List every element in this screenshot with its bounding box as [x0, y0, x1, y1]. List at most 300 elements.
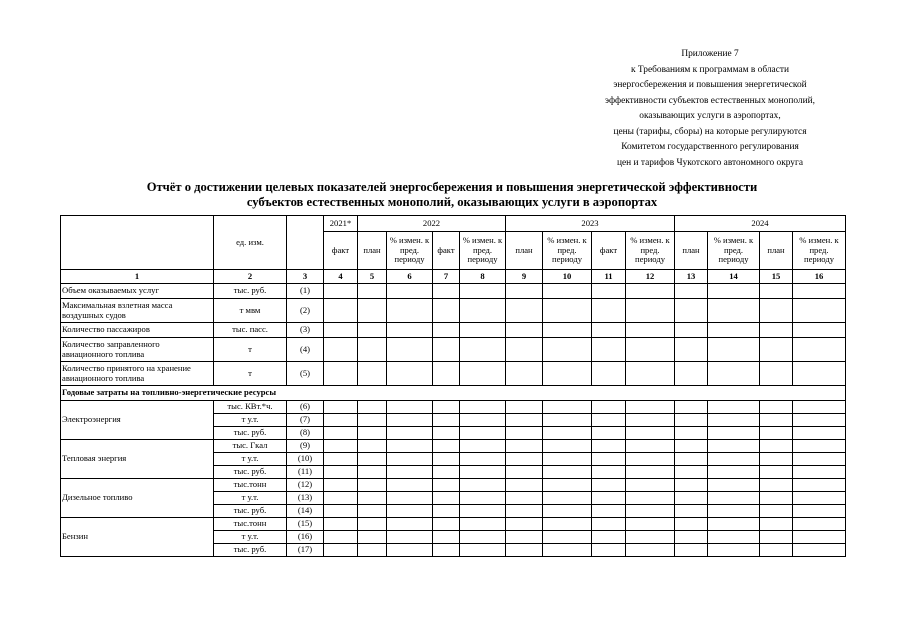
value-cell	[324, 453, 358, 466]
table-row	[61, 518, 846, 531]
value-cell	[324, 284, 358, 299]
value-cell	[760, 518, 793, 531]
value-cell	[543, 518, 592, 531]
sub-header-pct: % измен. к пред. периоду	[543, 232, 592, 270]
value-cell	[358, 466, 387, 479]
year-header-2021: 2021*	[324, 216, 358, 232]
value-cell	[506, 479, 543, 492]
value-cell	[626, 440, 675, 453]
indicator-name: Количество пассажиров	[61, 323, 214, 338]
value-cell	[506, 492, 543, 505]
value-cell	[460, 440, 506, 453]
value-cell	[387, 466, 433, 479]
indicator-code: (16)	[287, 531, 324, 544]
value-cell	[626, 299, 675, 323]
column-number-row	[61, 270, 846, 284]
value-cell	[592, 414, 626, 427]
sub-header-pct: % измен. к пред. периоду	[708, 232, 760, 270]
value-cell	[708, 427, 760, 440]
column-number: 1	[61, 270, 214, 284]
indicator-code: (10)	[287, 453, 324, 466]
report-table	[60, 215, 846, 557]
column-number: 2	[214, 270, 287, 284]
table-row	[61, 401, 846, 414]
value-cell	[626, 505, 675, 518]
value-cell	[543, 505, 592, 518]
column-number: 13	[675, 270, 708, 284]
value-cell	[675, 505, 708, 518]
value-cell	[358, 479, 387, 492]
value-cell	[506, 284, 543, 299]
value-cell	[433, 492, 460, 505]
value-cell	[760, 466, 793, 479]
indicator-name: Количество заправленного авиационного топлива	[61, 338, 214, 362]
value-cell	[460, 362, 506, 386]
value-cell	[793, 323, 846, 338]
value-cell	[358, 401, 387, 414]
column-number: 10	[543, 270, 592, 284]
resource-name: Электроэнергия	[61, 401, 214, 440]
indicator-unit: т мвм	[214, 299, 287, 323]
value-cell	[324, 531, 358, 544]
value-cell	[433, 518, 460, 531]
value-cell	[506, 414, 543, 427]
value-cell	[358, 362, 387, 386]
value-cell	[358, 492, 387, 505]
value-cell	[358, 414, 387, 427]
value-cell	[626, 479, 675, 492]
value-cell	[433, 440, 460, 453]
sub-header-pct: % измен. к пред. периоду	[626, 232, 675, 270]
sub-header-plan: план	[506, 232, 543, 270]
value-cell	[433, 427, 460, 440]
indicator-unit: тыс. руб.	[214, 505, 287, 518]
value-cell	[324, 323, 358, 338]
indicator-code: (8)	[287, 427, 324, 440]
value-cell	[460, 338, 506, 362]
value-cell	[324, 518, 358, 531]
column-number: 11	[592, 270, 626, 284]
indicator-unit: тыс. руб.	[214, 284, 287, 299]
value-cell	[324, 440, 358, 453]
value-cell	[592, 362, 626, 386]
value-cell	[626, 323, 675, 338]
column-number: 8	[460, 270, 506, 284]
value-cell	[506, 440, 543, 453]
value-cell	[592, 427, 626, 440]
appendix-block	[560, 47, 860, 171]
appendix-line: к Требованиям к программам в области	[631, 64, 789, 75]
value-cell	[793, 518, 846, 531]
value-cell	[675, 284, 708, 299]
header-name-cell	[61, 216, 214, 270]
value-cell	[460, 479, 506, 492]
value-cell	[433, 362, 460, 386]
value-cell	[387, 323, 433, 338]
value-cell	[324, 427, 358, 440]
sub-header-plan: план	[760, 232, 793, 270]
value-cell	[675, 466, 708, 479]
value-cell	[543, 338, 592, 362]
header-unit-cell: ед. изм.	[214, 216, 287, 270]
column-number: 6	[387, 270, 433, 284]
value-cell	[387, 531, 433, 544]
value-cell	[543, 440, 592, 453]
value-cell	[358, 453, 387, 466]
appendix-line: цен и тарифов Чукотского автономного округа	[616, 157, 804, 168]
value-cell	[460, 299, 506, 323]
value-cell	[543, 492, 592, 505]
column-number: 9	[506, 270, 543, 284]
sub-header-plan: план	[675, 232, 708, 270]
sub-header-pct: % измен. к пред. периоду	[460, 232, 506, 270]
value-cell	[543, 453, 592, 466]
indicator-unit: тыс. руб.	[214, 544, 287, 557]
value-cell	[626, 414, 675, 427]
value-cell	[626, 338, 675, 362]
indicator-unit: тыс.тонн	[214, 479, 287, 492]
value-cell	[324, 479, 358, 492]
value-cell	[506, 427, 543, 440]
value-cell	[433, 401, 460, 414]
value-cell	[433, 453, 460, 466]
value-cell	[506, 531, 543, 544]
indicator-code: (14)	[287, 505, 324, 518]
value-cell	[506, 362, 543, 386]
appendix-line: эффективности субъектов естественных монополий,	[605, 95, 815, 106]
value-cell	[387, 492, 433, 505]
indicator-unit: т	[214, 362, 287, 386]
table-row	[61, 323, 846, 338]
column-number: 7	[433, 270, 460, 284]
value-cell	[675, 440, 708, 453]
value-cell	[592, 299, 626, 323]
year-header-2024: 2024	[675, 216, 846, 232]
value-cell	[543, 284, 592, 299]
column-number: 14	[708, 270, 760, 284]
value-cell	[387, 414, 433, 427]
indicator-unit: т у.т.	[214, 453, 287, 466]
indicator-code: (6)	[287, 401, 324, 414]
value-cell	[793, 531, 846, 544]
value-cell	[506, 338, 543, 362]
appendix-line: оказывающих услуги в аэропортах,	[639, 111, 781, 121]
value-cell	[708, 479, 760, 492]
value-cell	[592, 492, 626, 505]
value-cell	[760, 453, 793, 466]
value-cell	[675, 323, 708, 338]
value-cell	[708, 453, 760, 466]
value-cell	[793, 453, 846, 466]
value-cell	[460, 505, 506, 518]
sub-header-plan: план	[358, 232, 387, 270]
value-cell	[324, 466, 358, 479]
indicator-code: (9)	[287, 440, 324, 453]
indicator-code: (17)	[287, 544, 324, 557]
resource-name: Тепловая энергия	[61, 440, 214, 479]
value-cell	[675, 338, 708, 362]
value-cell	[626, 518, 675, 531]
value-cell	[433, 505, 460, 518]
indicator-code: (15)	[287, 518, 324, 531]
value-cell	[506, 505, 543, 518]
indicator-unit: тыс. руб.	[214, 466, 287, 479]
value-cell	[433, 544, 460, 557]
indicator-unit: т у.т.	[214, 531, 287, 544]
indicator-unit: тыс. пасс.	[214, 323, 287, 338]
value-cell	[760, 414, 793, 427]
value-cell	[433, 466, 460, 479]
value-cell	[760, 505, 793, 518]
value-cell	[675, 414, 708, 427]
sub-header-pct: % измен. к пред. периоду	[387, 232, 433, 270]
indicator-unit: т у.т.	[214, 492, 287, 505]
indicator-code: (1)	[287, 284, 324, 299]
value-cell	[793, 440, 846, 453]
value-cell	[675, 362, 708, 386]
value-cell	[793, 466, 846, 479]
indicator-unit: т	[214, 338, 287, 362]
value-cell	[433, 414, 460, 427]
indicator-code: (5)	[287, 362, 324, 386]
value-cell	[675, 479, 708, 492]
value-cell	[433, 299, 460, 323]
value-cell	[324, 544, 358, 557]
sub-header-fact: факт	[592, 232, 626, 270]
value-cell	[358, 284, 387, 299]
value-cell	[387, 299, 433, 323]
value-cell	[760, 440, 793, 453]
value-cell	[708, 466, 760, 479]
value-cell	[387, 362, 433, 386]
value-cell	[675, 518, 708, 531]
report-title	[60, 180, 844, 210]
value-cell	[592, 544, 626, 557]
value-cell	[506, 401, 543, 414]
section-title: Годовые затраты на топливно-энергетические ресурсы	[61, 386, 846, 401]
value-cell	[760, 479, 793, 492]
value-cell	[506, 518, 543, 531]
value-cell	[592, 440, 626, 453]
value-cell	[460, 284, 506, 299]
value-cell	[460, 453, 506, 466]
value-cell	[760, 492, 793, 505]
value-cell	[708, 544, 760, 557]
value-cell	[708, 299, 760, 323]
indicator-code: (3)	[287, 323, 324, 338]
value-cell	[793, 492, 846, 505]
value-cell	[793, 505, 846, 518]
indicator-code: (7)	[287, 414, 324, 427]
value-cell	[626, 284, 675, 299]
value-cell	[543, 427, 592, 440]
sub-header-fact: факт	[324, 232, 358, 270]
value-cell	[592, 453, 626, 466]
value-cell	[543, 323, 592, 338]
value-cell	[543, 531, 592, 544]
value-cell	[358, 427, 387, 440]
value-cell	[675, 544, 708, 557]
table-row	[61, 338, 846, 362]
indicator-unit: тыс.тонн	[214, 518, 287, 531]
value-cell	[708, 505, 760, 518]
value-cell	[708, 401, 760, 414]
column-number: 16	[793, 270, 846, 284]
value-cell	[460, 544, 506, 557]
value-cell	[358, 505, 387, 518]
value-cell	[626, 466, 675, 479]
value-cell	[543, 466, 592, 479]
value-cell	[387, 401, 433, 414]
value-cell	[626, 544, 675, 557]
value-cell	[433, 479, 460, 492]
value-cell	[626, 492, 675, 505]
value-cell	[387, 440, 433, 453]
value-cell	[592, 338, 626, 362]
value-cell	[324, 338, 358, 362]
value-cell	[760, 338, 793, 362]
section-row	[61, 386, 846, 401]
report-title-line: Отчёт о достижении целевых показателей энергосбережения и повышения энергетической эффективности	[146, 180, 758, 194]
value-cell	[460, 492, 506, 505]
indicator-unit: т у.т.	[214, 414, 287, 427]
value-cell	[675, 299, 708, 323]
value-cell	[760, 299, 793, 323]
value-cell	[543, 299, 592, 323]
value-cell	[324, 362, 358, 386]
resource-name: Бензин	[61, 518, 214, 557]
value-cell	[506, 466, 543, 479]
value-cell	[760, 544, 793, 557]
sub-header-fact: факт	[433, 232, 460, 270]
value-cell	[387, 518, 433, 531]
sub-header-pct: % измен. к пред. периоду	[793, 232, 846, 270]
value-cell	[358, 544, 387, 557]
value-cell	[793, 479, 846, 492]
value-cell	[675, 427, 708, 440]
value-cell	[387, 505, 433, 518]
value-cell	[592, 401, 626, 414]
value-cell	[626, 531, 675, 544]
value-cell	[793, 544, 846, 557]
value-cell	[626, 362, 675, 386]
value-cell	[675, 492, 708, 505]
value-cell	[626, 401, 675, 414]
value-cell	[760, 401, 793, 414]
value-cell	[793, 284, 846, 299]
value-cell	[675, 453, 708, 466]
indicator-unit: тыс. КВт.*ч.	[214, 401, 287, 414]
value-cell	[592, 323, 626, 338]
table-row	[61, 479, 846, 492]
value-cell	[460, 414, 506, 427]
value-cell	[708, 414, 760, 427]
value-cell	[675, 531, 708, 544]
value-cell	[543, 544, 592, 557]
value-cell	[433, 338, 460, 362]
value-cell	[506, 544, 543, 557]
value-cell	[708, 284, 760, 299]
value-cell	[387, 453, 433, 466]
year-header-2023: 2023	[506, 216, 675, 232]
header-row-years	[61, 216, 846, 232]
value-cell	[626, 427, 675, 440]
value-cell	[387, 427, 433, 440]
value-cell	[358, 440, 387, 453]
value-cell	[760, 323, 793, 338]
value-cell	[793, 427, 846, 440]
value-cell	[543, 362, 592, 386]
report-title-line: субъектов естественных монополий, оказывающих услуги в аэропортах	[246, 195, 658, 209]
indicator-code: (2)	[287, 299, 324, 323]
value-cell	[324, 299, 358, 323]
indicator-code: (11)	[287, 466, 324, 479]
table-row	[61, 440, 846, 453]
value-cell	[324, 401, 358, 414]
header-code-cell	[287, 216, 324, 270]
value-cell	[592, 466, 626, 479]
indicator-unit: тыс. Гкал	[214, 440, 287, 453]
value-cell	[506, 299, 543, 323]
appendix-line: цены (тарифы, сборы) на которые регулируются	[613, 126, 807, 137]
value-cell	[433, 323, 460, 338]
column-number: 3	[287, 270, 324, 284]
table-row	[61, 362, 846, 386]
value-cell	[708, 518, 760, 531]
value-cell	[358, 531, 387, 544]
value-cell	[592, 518, 626, 531]
value-cell	[324, 492, 358, 505]
value-cell	[708, 531, 760, 544]
resource-name: Дизельное топливо	[61, 479, 214, 518]
value-cell	[626, 453, 675, 466]
column-number: 5	[358, 270, 387, 284]
table-row	[61, 284, 846, 299]
value-cell	[793, 362, 846, 386]
value-cell	[358, 299, 387, 323]
indicator-name: Объем оказываемых услуг	[61, 284, 214, 299]
value-cell	[760, 362, 793, 386]
value-cell	[460, 531, 506, 544]
value-cell	[708, 440, 760, 453]
value-cell	[793, 338, 846, 362]
value-cell	[506, 323, 543, 338]
value-cell	[793, 401, 846, 414]
value-cell	[460, 427, 506, 440]
value-cell	[708, 338, 760, 362]
column-number: 4	[324, 270, 358, 284]
indicator-name: Количество принятого на хранение авиационного топлива	[61, 362, 214, 386]
value-cell	[387, 479, 433, 492]
value-cell	[543, 401, 592, 414]
value-cell	[793, 299, 846, 323]
indicator-unit: тыс. руб.	[214, 427, 287, 440]
value-cell	[358, 323, 387, 338]
value-cell	[592, 479, 626, 492]
value-cell	[460, 401, 506, 414]
value-cell	[460, 518, 506, 531]
appendix-line: Комитетом государственного регулирования	[621, 142, 799, 152]
value-cell	[387, 338, 433, 362]
value-cell	[592, 531, 626, 544]
year-header-2022: 2022	[358, 216, 506, 232]
value-cell	[708, 323, 760, 338]
value-cell	[387, 284, 433, 299]
appendix-line: энергосбережения и повышения энергетической	[613, 80, 807, 90]
column-number: 12	[626, 270, 675, 284]
value-cell	[760, 531, 793, 544]
value-cell	[506, 453, 543, 466]
